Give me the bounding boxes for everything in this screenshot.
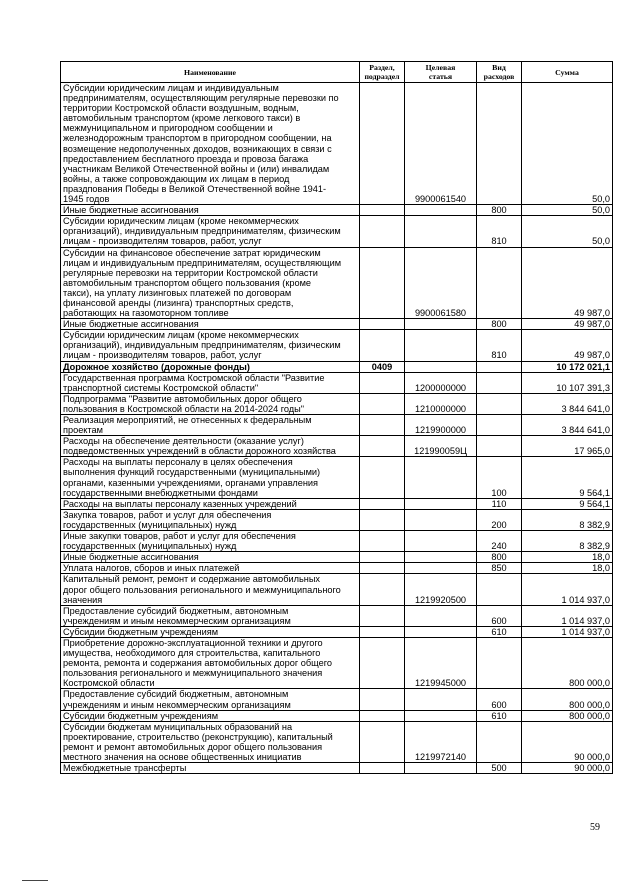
cell-razdel xyxy=(360,319,405,330)
cell-vid xyxy=(477,721,522,762)
cell-name: Иные бюджетные ассигнования xyxy=(61,319,360,330)
cell-razdel xyxy=(360,763,405,774)
cell-name: Иные бюджетные ассигнования xyxy=(61,205,360,216)
cell-razdel xyxy=(360,498,405,509)
cell-summa: 49 987,0 xyxy=(522,330,613,361)
cell-summa: 90 000,0 xyxy=(522,721,613,762)
cell-vid: 500 xyxy=(477,763,522,774)
cell-name: Государственная программа Костромской области "Развитие транспортной системы Костромской области" xyxy=(61,372,360,393)
cell-name: Субсидии бюджетным учреждениям xyxy=(61,626,360,637)
cell-summa: 800 000,0 xyxy=(522,710,613,721)
cell-celevaya xyxy=(405,710,477,721)
cell-name: Субсидии на финансовое обеспечение затрат юридическим лицам и индивидуальным предпринимателям, осуществляющим регулярные перевозки на территории Костромской области автомобильным транспортом общего пользования (кроме такси), на уплату лизинговых платежей по договорам финансовой аренды (лизинга) транспортных средств, работающих на газомоторном топливе xyxy=(61,247,360,319)
cell-celevaya: 121990059Ц xyxy=(405,436,477,457)
cell-vid xyxy=(477,574,522,605)
cell-summa: 18,0 xyxy=(522,552,613,563)
table-row xyxy=(61,83,613,205)
table-row xyxy=(61,710,613,721)
cell-vid: 100 xyxy=(477,457,522,498)
cell-summa: 50,0 xyxy=(522,83,613,205)
table-row xyxy=(61,689,613,710)
cell-name: Субсидии юридическим лицам (кроме некоммерческих организаций), индивидуальным предпринимателям, физическим лицам - производителям товаров, работ, услуг xyxy=(61,216,360,247)
cell-summa: 8 382,9 xyxy=(522,531,613,552)
footer-divider xyxy=(22,880,48,881)
cell-celevaya xyxy=(405,626,477,637)
table-row xyxy=(61,436,613,457)
cell-summa: 17 965,0 xyxy=(522,436,613,457)
cell-summa: 1 014 937,0 xyxy=(522,605,613,626)
cell-name: Расходы на выплаты персоналу в целях обеспечения выполнения функций государственными (муниципальными) органами, казенными учреждениями, органами управления государственными внебюджетными фондами xyxy=(61,457,360,498)
cell-celevaya xyxy=(405,509,477,530)
table-body xyxy=(61,83,613,774)
cell-vid: 850 xyxy=(477,563,522,574)
cell-summa: 800 000,0 xyxy=(522,637,613,688)
cell-vid: 800 xyxy=(477,319,522,330)
cell-vid: 110 xyxy=(477,498,522,509)
table-row xyxy=(61,563,613,574)
table-row xyxy=(61,552,613,563)
table-row xyxy=(61,721,613,762)
header-vid: Вид расходов xyxy=(477,62,522,83)
table-row xyxy=(61,574,613,605)
cell-name: Межбюджетные трансферты xyxy=(61,763,360,774)
cell-celevaya xyxy=(405,563,477,574)
cell-summa: 9 564,1 xyxy=(522,457,613,498)
cell-summa: 50,0 xyxy=(522,205,613,216)
cell-vid: 600 xyxy=(477,605,522,626)
cell-name: Подпрограмма "Развитие автомобильных дорог общего пользования в Костромской области на 2014-2024 годы" xyxy=(61,393,360,414)
table-row xyxy=(61,361,613,372)
cell-vid: 800 xyxy=(477,205,522,216)
cell-name: Субсидии бюджетам муниципальных образований на проектирование, строительство (реконструкцию), капитальный ремонт и ремонт автомобильных дорог общего пользования местного значения на основе общественных инициатив xyxy=(61,721,360,762)
cell-razdel: 0409 xyxy=(360,361,405,372)
cell-summa: 3 844 641,0 xyxy=(522,415,613,436)
table-row xyxy=(61,415,613,436)
cell-razdel xyxy=(360,83,405,205)
cell-celevaya xyxy=(405,689,477,710)
cell-celevaya xyxy=(405,205,477,216)
cell-razdel xyxy=(360,626,405,637)
cell-vid xyxy=(477,415,522,436)
cell-razdel xyxy=(360,552,405,563)
cell-summa: 18,0 xyxy=(522,563,613,574)
cell-celevaya: 9900061540 xyxy=(405,83,477,205)
table-row xyxy=(61,393,613,414)
cell-razdel xyxy=(360,457,405,498)
table-row xyxy=(61,247,613,319)
cell-razdel xyxy=(360,393,405,414)
cell-summa: 10 172 021,1 xyxy=(522,361,613,372)
cell-razdel xyxy=(360,563,405,574)
cell-name: Иные закупки товаров, работ и услуг для обеспечения государственных (муниципальных) нужд xyxy=(61,531,360,552)
cell-vid xyxy=(477,372,522,393)
cell-celevaya: 1219945000 xyxy=(405,637,477,688)
cell-name: Приобретение дорожно-эксплуатационной техники и другого имущества, необходимого для строительства, капитального ремонта, ремонта и содержания автомобильных дорог общего пользования регионального и межмуниципального значения Костромской области xyxy=(61,637,360,688)
cell-vid xyxy=(477,436,522,457)
cell-vid xyxy=(477,83,522,205)
cell-celevaya: 1210000000 xyxy=(405,393,477,414)
table-header-row xyxy=(61,62,613,83)
table-row xyxy=(61,216,613,247)
cell-name: Реализация мероприятий, не отнесенных к федеральным проектам xyxy=(61,415,360,436)
cell-summa: 1 014 937,0 xyxy=(522,574,613,605)
cell-vid xyxy=(477,247,522,319)
cell-celevaya xyxy=(405,330,477,361)
table-row xyxy=(61,498,613,509)
cell-name: Субсидии юридическим лицам (кроме некоммерческих организаций), индивидуальным предпринимателям, физическим лицам - производителям товаров, работ, услуг xyxy=(61,330,360,361)
cell-celevaya xyxy=(405,605,477,626)
cell-celevaya xyxy=(405,552,477,563)
table-row xyxy=(61,637,613,688)
cell-summa: 3 844 641,0 xyxy=(522,393,613,414)
cell-razdel xyxy=(360,721,405,762)
table-row xyxy=(61,319,613,330)
table-row xyxy=(61,205,613,216)
cell-razdel xyxy=(360,637,405,688)
cell-summa: 49 987,0 xyxy=(522,319,613,330)
cell-razdel xyxy=(360,205,405,216)
table-row xyxy=(61,531,613,552)
cell-razdel xyxy=(360,216,405,247)
cell-summa: 8 382,9 xyxy=(522,509,613,530)
cell-name: Расходы на обеспечение деятельности (оказание услуг) подведомственных учреждений в области дорожного хозяйства xyxy=(61,436,360,457)
page-number: 59 xyxy=(590,822,600,833)
cell-razdel xyxy=(360,710,405,721)
cell-razdel xyxy=(360,574,405,605)
table-row xyxy=(61,626,613,637)
cell-celevaya xyxy=(405,531,477,552)
header-name: Наименование xyxy=(61,62,360,83)
cell-name: Субсидии бюджетным учреждениям xyxy=(61,710,360,721)
cell-name: Дорожное хозяйство (дорожные фонды) xyxy=(61,361,360,372)
cell-vid: 610 xyxy=(477,626,522,637)
cell-vid: 200 xyxy=(477,509,522,530)
cell-razdel xyxy=(360,436,405,457)
cell-vid xyxy=(477,361,522,372)
cell-celevaya xyxy=(405,498,477,509)
cell-name: Закупка товаров, работ и услуг для обеспечения государственных (муниципальных) нужд xyxy=(61,509,360,530)
header-razdel: Раздел, подраздел xyxy=(360,62,405,83)
cell-celevaya xyxy=(405,457,477,498)
cell-summa: 9 564,1 xyxy=(522,498,613,509)
cell-vid: 240 xyxy=(477,531,522,552)
cell-celevaya: 1219972140 xyxy=(405,721,477,762)
cell-celevaya: 9900061580 xyxy=(405,247,477,319)
table-row xyxy=(61,330,613,361)
cell-razdel xyxy=(360,415,405,436)
header-summa: Сумма xyxy=(522,62,613,83)
cell-vid: 600 xyxy=(477,689,522,710)
cell-razdel xyxy=(360,247,405,319)
cell-name: Иные бюджетные ассигнования xyxy=(61,552,360,563)
budget-table xyxy=(60,61,613,774)
cell-celevaya xyxy=(405,319,477,330)
cell-name: Предоставление субсидий бюджетным, автономным учреждениям и иным некоммерческим организациям xyxy=(61,689,360,710)
cell-celevaya xyxy=(405,216,477,247)
header-celevaya: Целевая статья xyxy=(405,62,477,83)
cell-celevaya xyxy=(405,763,477,774)
cell-summa: 1 014 937,0 xyxy=(522,626,613,637)
cell-vid: 610 xyxy=(477,710,522,721)
cell-name: Расходы на выплаты персоналу казенных учреждений xyxy=(61,498,360,509)
cell-razdel xyxy=(360,605,405,626)
cell-razdel xyxy=(360,509,405,530)
cell-vid: 810 xyxy=(477,216,522,247)
cell-vid xyxy=(477,393,522,414)
cell-name: Предоставление субсидий бюджетным, автономным учреждениям и иным некоммерческим организациям xyxy=(61,605,360,626)
cell-razdel xyxy=(360,372,405,393)
cell-vid: 810 xyxy=(477,330,522,361)
table-row xyxy=(61,457,613,498)
cell-summa: 10 107 391,3 xyxy=(522,372,613,393)
cell-name: Субсидии юридическим лицам и индивидуальным предпринимателям, осуществляющим регулярные перевозки по территории Костромской области воздушным, водным, автомобильным транспортом (кроме легкового такси) в межмуниципальном и пригородном сообщении и железнодорожным транспортом в пригородном сообщении, на возмещение недополученных доходов, возникающих в связи с предоставлением бесплатного проезда и провоза багажа участникам Великой Отечественной войны и (или) инвалидам войны, а также сопровождающим их лицам в период праздпования Победы в Великой Отечественной войне 1941- 1945 годов xyxy=(61,83,360,205)
cell-summa: 50,0 xyxy=(522,216,613,247)
cell-razdel xyxy=(360,689,405,710)
cell-celevaya: 1200000000 xyxy=(405,372,477,393)
table-row xyxy=(61,372,613,393)
table-row xyxy=(61,509,613,530)
cell-summa: 49 987,0 xyxy=(522,247,613,319)
cell-celevaya: 1219920500 xyxy=(405,574,477,605)
cell-razdel xyxy=(360,330,405,361)
table-row xyxy=(61,763,613,774)
cell-summa: 90 000,0 xyxy=(522,763,613,774)
table-row xyxy=(61,605,613,626)
cell-vid xyxy=(477,637,522,688)
cell-razdel xyxy=(360,531,405,552)
cell-vid: 800 xyxy=(477,552,522,563)
cell-celevaya xyxy=(405,361,477,372)
cell-celevaya: 1219900000 xyxy=(405,415,477,436)
cell-name: Капитальный ремонт, ремонт и содержание автомобильных дорог общего пользования регионального и межмуниципального значения xyxy=(61,574,360,605)
cell-summa: 800 000,0 xyxy=(522,689,613,710)
cell-name: Уплата налогов, сборов и иных платежей xyxy=(61,563,360,574)
